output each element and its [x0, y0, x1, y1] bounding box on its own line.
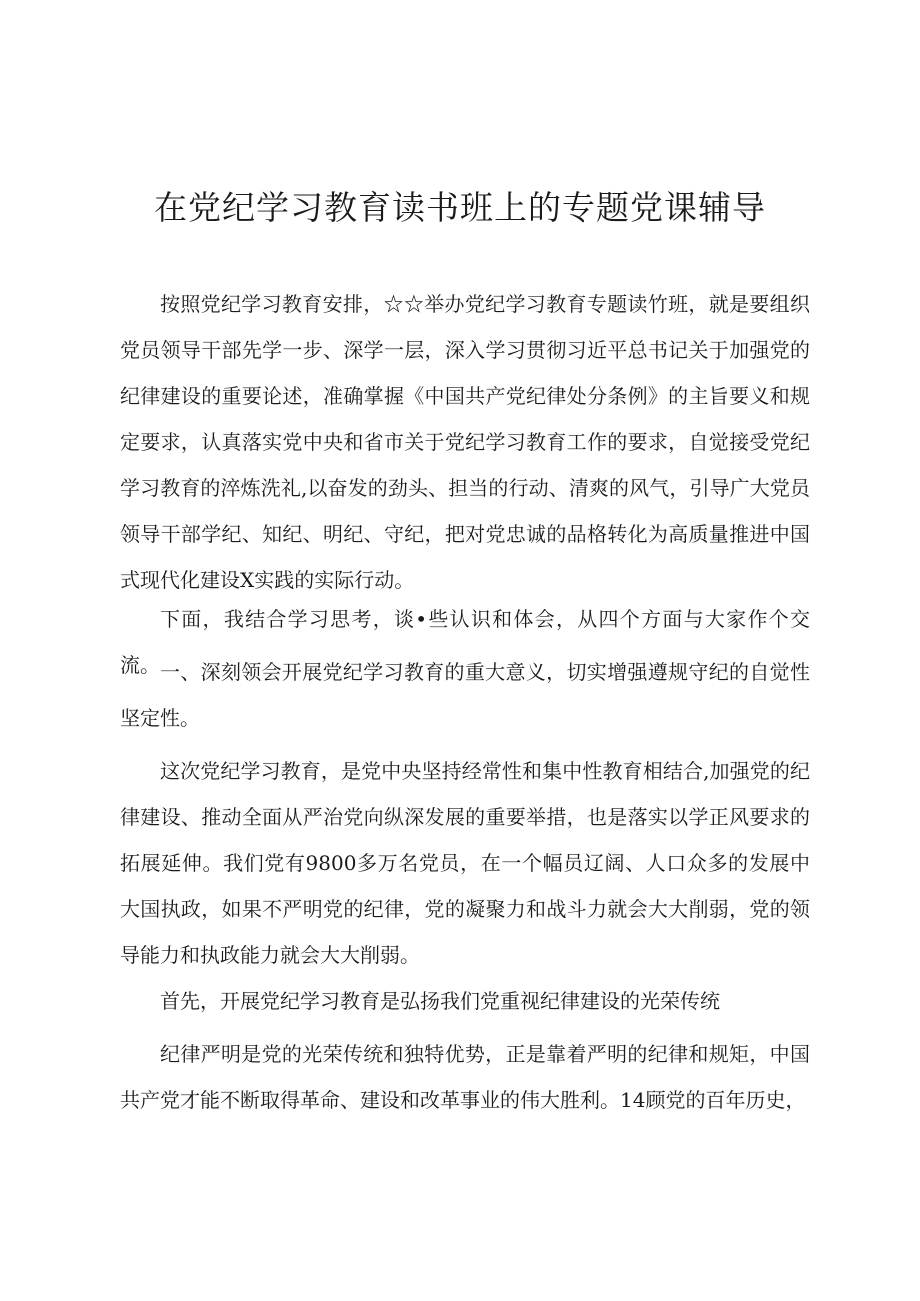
subheading-first: 首先，开展党纪学习教育是弘扬我们党重视纪律建设的光荣传统 [160, 989, 720, 1013]
paragraph-significance: 这次党纪学习教育，是党中央坚持经常性和集中性教育相结合,加强党的纪律建设、推动全面从严治党向纵深发展的重要举措，也是落实以学正风要求的拓展延伸。我们党有9800多万名党员，在一个幅员辽阔、人口众多的发展中大国执政，如果不严明党的纪律，党的凝聚力和战斗力就会大大削弱，党的领导能力和执政能力就会大大削弱。 [120, 759, 810, 967]
paragraph-overview: 下面，我结合学习思考，谈•些认识和体会，从四个方面与大家作个交流。 [120, 607, 810, 677]
paragraph-tradition: 纪律严明是党的光荣传统和独特优势，正是靠着严明的纪律和规矩，中国共产党才能不断取得革命、建设和改革事业的伟大胜利。14顾党的百年历史， [120, 1042, 810, 1112]
section-heading-one: 一、深刻领会开展党纪学习教育的重大意义，切实增强遵规守纪的自觉性坚定性。 [120, 660, 810, 730]
document-title: 在党纪学习教育读书班上的专题党课辅导 [154, 188, 766, 227]
paragraph-intro: 按照党纪学习教育安排，☆☆举办党纪学习教育专题读竹班，就是要组织党员领导干部先学一步、深学一层，深入学习贯彻习近平总书记关于加强党的纪律建设的重要论述，准确掌握《中国共产党纪律处分条例》的主旨要义和规定要求，认真落实党中央和省市关于党纪学习教育工作的要求，自觉接受党纪学习教育的淬炼洗礼,以奋发的劲头、担当的行动、清爽的风气，引导广大党员领导干部学纪、知纪、明纪、守纪，把对党忠诚的品格转化为高质量推进中国式现代化建设X实践的实际行动。 [120, 292, 810, 592]
